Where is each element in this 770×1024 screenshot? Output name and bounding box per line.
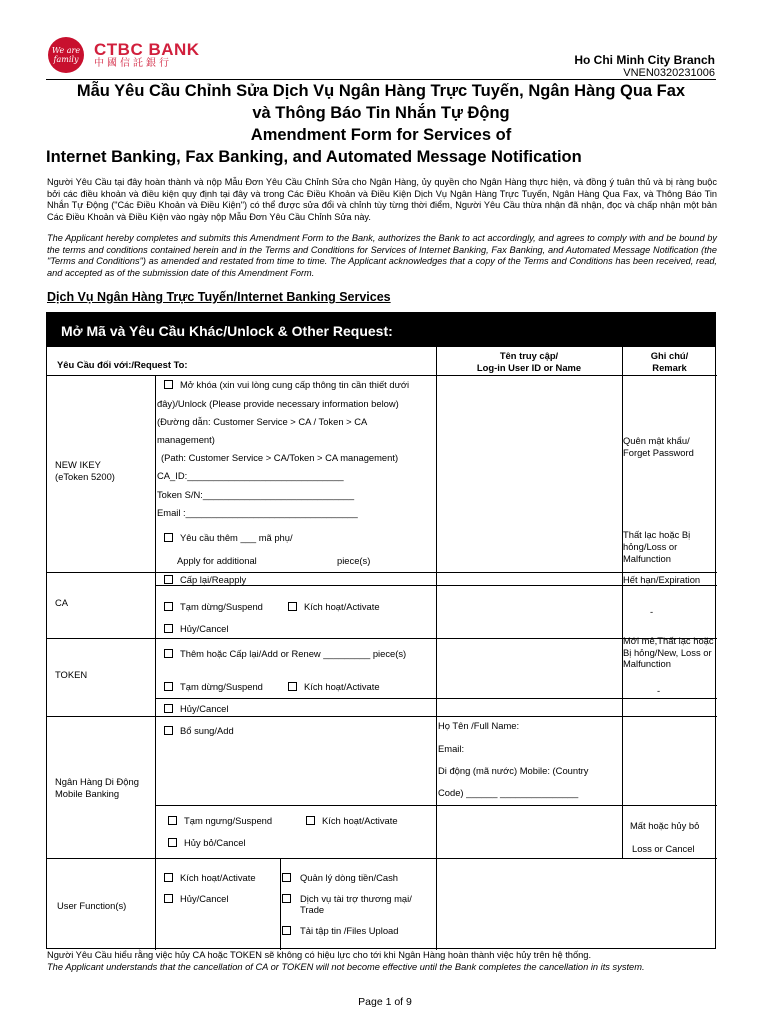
ca-remark-dash: -: [650, 606, 654, 617]
ikey-label-2: (eToken 5200): [55, 471, 115, 482]
ikey-guide-text-1: (Đường dẫn: Customer Service > CA / Token > CA: [157, 416, 368, 427]
remark-expiration: Hết hạn/Expiration: [623, 574, 701, 585]
user-function-label: User Function(s): [57, 900, 127, 911]
divider: [280, 858, 281, 950]
logo-emblem: We are family: [48, 37, 84, 73]
divider: [436, 347, 437, 858]
mobile-full-name-field[interactable]: Họ Tên /Full Name:: [438, 720, 520, 731]
ca-cancel-checkbox[interactable]: [164, 624, 173, 633]
ikey-label-1: NEW IKEY: [55, 459, 101, 470]
remark-forget-password-1: Quên mật khẩu/: [623, 435, 690, 446]
mobile-add-checkbox[interactable]: [164, 726, 173, 735]
intro-paragraph-en: The Applicant hereby completes and submits this Amendment Form to the Bank, authorizes the Bank to act accordingly, and agrees to comply with and be bound by the terms and conditions contained herein and in the Terms and Conditions for Services of Internet Banking, Fax Banking, and Automated Message Notification (the "Terms and Conditions") as amended and restated from time to time. The Applicant acknowledges that a copy of the Terms and Conditions has been received, read, and accepted as of the submission date of this Amendment Form.: [47, 233, 717, 278]
uf-cash-checkbox[interactable]: [282, 873, 291, 882]
ikey-ca-id-field[interactable]: CA_ID:______________________________: [157, 470, 344, 481]
ca-suspend-text: Tạm dừng/Suspend: [180, 601, 263, 612]
token-activate-text: Kích hoạt/Activate: [304, 681, 380, 692]
title-line-4: Internet Banking, Fax Banking, and Automated Message Notification: [46, 148, 582, 166]
mobile-suspend-text: Tạm ngưng/Suspend: [184, 815, 273, 826]
uf-activate-text: Kích hoạt/Activate: [180, 872, 256, 883]
token-add-renew-text: Thêm hoặc Cấp lại/Add or Renew _________ piece(s): [180, 648, 407, 659]
logo-text-en: CTBC BANK: [94, 39, 200, 59]
mobile-number-field[interactable]: Code) ______ _______________: [438, 787, 579, 798]
token-cancel-text: Hủy/Cancel: [180, 703, 229, 714]
amendment-form-table: [46, 312, 716, 949]
ikey-email-field[interactable]: Email :_________________________________: [157, 507, 358, 518]
remark-new-3: Malfunction: [623, 658, 671, 669]
token-add-renew-checkbox[interactable]: [164, 649, 173, 658]
remark-lost-3: Malfunction: [623, 553, 671, 564]
token-suspend-checkbox[interactable]: [164, 682, 173, 691]
branch-name: Ho Chi Minh City Branch: [574, 53, 715, 67]
token-activate-checkbox[interactable]: [288, 682, 297, 691]
ikey-guide-text-2: management): [157, 434, 215, 445]
remark-mobile-cancel: Loss or Cancel: [632, 843, 695, 854]
divider: [47, 716, 717, 717]
ca-cancel-text: Hủy/Cancel: [180, 623, 229, 634]
uf-cancel-checkbox[interactable]: [164, 894, 173, 903]
remark-mobile-lost: Mất hoặc hủy bỏ: [630, 820, 700, 831]
uf-activate-checkbox[interactable]: [164, 873, 173, 882]
logo-text-zh: 中國信託銀行: [94, 57, 172, 69]
ca-label: CA: [55, 597, 69, 608]
uf-trade-text-2: Trade: [300, 904, 325, 915]
token-label: TOKEN: [55, 669, 88, 680]
ikey-additional-pieces: piece(s): [337, 555, 371, 566]
ca-activate-checkbox[interactable]: [288, 602, 297, 611]
divider: [436, 858, 437, 950]
title-line-1: Mẫu Yêu Cầu Chỉnh Sửa Dịch Vụ Ngân Hàng Trực Tuyến, Ngân Hàng Qua Fax: [76, 82, 686, 100]
uf-files-text: Tải tập tin /Files Upload: [300, 925, 399, 936]
divider: [47, 858, 717, 859]
uf-trade-text-1: Dịch vụ tài trợ thương mại/: [300, 893, 412, 904]
remark-forget-password-2: Forget Password: [623, 447, 694, 458]
remark-lost-1: Thất lạc hoặc Bị: [623, 529, 691, 540]
remark-new-1: Mới mẻ,Thất lạc hoặc: [623, 635, 714, 646]
ctbc-logo: [48, 37, 200, 73]
form-header-bar: Mở Mã và Yêu Cầu Khác/Unlock & Other Request:: [47, 313, 715, 347]
ikey-additional-en: Apply for additional: [177, 555, 257, 566]
ikey-additional-vn: Yêu cầu thêm ___ mã phụ/: [180, 532, 293, 543]
ca-suspend-checkbox[interactable]: [164, 602, 173, 611]
ca-reapply-text: Cấp lại/Reapply: [180, 574, 247, 585]
ikey-unlock-text-2: đây)/Unlock (Please provide necessary information below): [157, 398, 399, 409]
col-header-login-2: Log-in User ID or Name: [476, 362, 582, 373]
mobile-cancel-text: Hủy bỏ/Cancel: [184, 837, 246, 848]
title-line-3: Amendment Form for Services of: [250, 126, 512, 144]
divider: [47, 375, 717, 376]
form-code: VNEN0320231006: [623, 67, 715, 79]
col-header-login-1: Tên truy cập/: [499, 350, 559, 361]
title-line-2: và Thông Báo Tin Nhắn Tự Động: [252, 104, 510, 122]
mobile-activate-checkbox[interactable]: [306, 816, 315, 825]
col-header-remark-1: Ghi chú/: [650, 350, 689, 361]
mobile-add-text: Bổ sung/Add: [180, 725, 234, 736]
mobile-suspend-checkbox[interactable]: [168, 816, 177, 825]
remark-new-2: Bị hỏng/New, Loss or: [623, 647, 712, 658]
token-cancel-checkbox[interactable]: [164, 704, 173, 713]
remark-lost-2: hỏng/Loss or: [623, 541, 678, 552]
uf-trade-checkbox[interactable]: [282, 894, 291, 903]
divider: [622, 347, 623, 858]
ca-reapply-checkbox[interactable]: [164, 575, 173, 584]
footer-note-vn: Người Yêu Cầu hiểu rằng việc hủy CA hoặc TOKEN sẽ không có hiệu lực cho tới khi Ngân Hàng hoàn thành việc hủy trên hệ thống.: [47, 950, 592, 960]
uf-files-checkbox[interactable]: [282, 926, 291, 935]
mobile-cancel-checkbox[interactable]: [168, 838, 177, 847]
uf-cancel-text: Hủy/Cancel: [180, 893, 229, 904]
token-suspend-text: Tạm dừng/Suspend: [180, 681, 263, 692]
mobile-number-label: Di động (mã nước) Mobile: (Country: [438, 765, 589, 776]
col-header-remark-2: Remark: [652, 362, 687, 373]
uf-cash-text: Quản lý dòng tiền/Cash: [300, 872, 398, 883]
ikey-path-text: (Path: Customer Service > CA/Token > CA management): [161, 452, 399, 463]
mobile-banking-label-2: Mobile Banking: [55, 788, 120, 799]
ikey-unlock-checkbox[interactable]: [164, 380, 173, 389]
ca-activate-text: Kích hoạt/Activate: [304, 601, 380, 612]
mobile-banking-label-1: Ngân Hàng Di Động: [55, 776, 139, 787]
intro-paragraph-vn: Người Yêu Cầu tại đây hoàn thành và nộp Mẫu Đơn Yêu Cầu Chỉnh Sửa cho Ngân Hàng, ủy quyền cho Ngân Hàng thực hiện, và đồng ý tuân thủ và bị ràng buộc bởi các điều khoản và điều kiện quy định tại đây và trong Các Điều Khoản và Điều Kiện Dịch Vụ Ngân Hàng Trực Tuyến, Ngân Hàng Qua Fax, và Thông Báo Tin Nhắn Tự Động ("Các Điều Khoản và Điều Kiện") có thể được sửa đổi và chỉnh tùy từng thời điểm, Người Yêu Cầu thừa nhận đã nhận, đọc và chấp nhận một bản Các Điều Khoản và Điều Kiện vào ngày nộp Mẫu Đơn Yêu Cầu Chỉnh Sửa này.: [47, 177, 717, 222]
ikey-additional-checkbox[interactable]: [164, 533, 173, 542]
col-header-request: Yêu Cầu đối với:/Request To:: [57, 359, 188, 370]
token-remark-dash: -: [657, 685, 661, 696]
divider: [47, 638, 717, 639]
divider: [155, 375, 156, 950]
footer-note-en: The Applicant understands that the cancellation of CA or TOKEN will not become effective until the Bank completes the cancellation in its system.: [47, 962, 645, 972]
page-title: [46, 80, 716, 168]
divider: [47, 572, 717, 573]
page-number: Page 1 of 9: [358, 996, 412, 1008]
section-title: Dịch Vụ Ngân Hàng Trực Tuyến/Internet Banking Services: [47, 290, 391, 304]
mobile-activate-text: Kích hoạt/Activate: [322, 815, 398, 826]
mobile-email-field[interactable]: Email:: [438, 743, 465, 754]
ikey-token-sn-field[interactable]: Token S/N:_____________________________: [157, 489, 355, 500]
ikey-unlock-text-1: Mở khóa (xin vui lòng cung cấp thông tin cần thiết dưới: [180, 379, 410, 390]
